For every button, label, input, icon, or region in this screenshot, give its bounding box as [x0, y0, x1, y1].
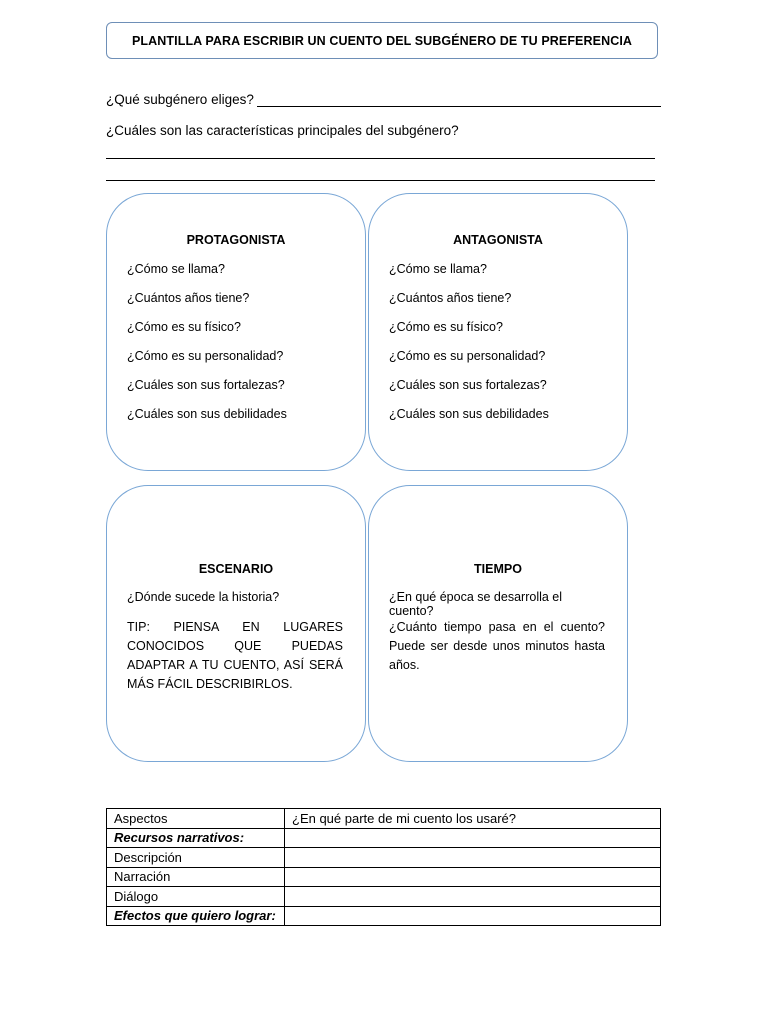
antagonist-card: [368, 193, 628, 471]
protagonist-card: [106, 193, 366, 471]
characteristics-answer-line-2[interactable]: [106, 180, 655, 181]
table-row: [107, 906, 661, 926]
table-row-label: Descripción: [107, 848, 285, 868]
setting-card: [106, 485, 366, 762]
protagonist-questions: [127, 261, 343, 435]
antagonist-question: ¿Cómo es su personalidad?: [389, 349, 546, 363]
protagonist-question: ¿Cómo es su personalidad?: [127, 349, 284, 363]
protagonist-question: ¿Cuántos años tiene?: [127, 291, 250, 305]
aspects-table: [106, 808, 661, 926]
table-answer-cell[interactable]: [285, 906, 661, 926]
table-row: [107, 848, 661, 868]
table-header-cell: Aspectos: [107, 809, 285, 829]
page-title: PLANTILLA PARA ESCRIBIR UN CUENTO DEL SUBGÉNERO DE TU PREFERENCIA: [106, 22, 658, 59]
protagonist-question: ¿Cuáles son sus debilidades: [127, 407, 287, 421]
subgenre-question-label: ¿Qué subgénero eliges?: [106, 92, 254, 107]
setting-question: ¿Dónde sucede la historia?: [127, 590, 280, 604]
table-row-label: Narración: [107, 867, 285, 887]
antagonist-questions: [389, 261, 605, 435]
subgenre-question: [106, 92, 661, 107]
protagonist-question: ¿Cómo se llama?: [127, 262, 225, 276]
antagonist-question: ¿Cuáles son sus debilidades: [389, 407, 549, 421]
setting-tip: TIP: PIENSA EN LUGARES CONOCIDOS QUE PUEDAS ADAPTAR A TU CUENTO, ASÍ SERÁ MÁS FÁCIL DESCRIBIRLOS.: [127, 620, 343, 691]
protagonist-title: PROTAGONISTA: [186, 233, 286, 247]
characteristics-question: ¿Cuáles son las características principales del subgénero?: [106, 123, 459, 138]
table-answer-cell[interactable]: [285, 828, 661, 848]
table-row: [107, 887, 661, 907]
antagonist-title: ANTAGONISTA: [453, 233, 543, 247]
subgenre-answer-line[interactable]: [257, 92, 661, 107]
antagonist-question: ¿Cuáles son sus fortalezas?: [389, 378, 547, 392]
table-row-label: Efectos que quiero lograr:: [107, 906, 285, 926]
antagonist-question: ¿Cuántos años tiene?: [389, 291, 512, 305]
time-question-duration: ¿Cuánto tiempo pasa en el cuento? Puede ser desde unos minutos hasta años.: [389, 620, 605, 672]
time-question-epoch: ¿En qué época se desarrolla el cuento?: [389, 590, 563, 618]
table-row: [107, 828, 661, 848]
protagonist-question: ¿Cuáles son sus fortalezas?: [127, 378, 285, 392]
time-title: TIEMPO: [474, 562, 522, 576]
setting-title: ESCENARIO: [198, 562, 274, 576]
table-row-label: Recursos narrativos:: [107, 828, 285, 848]
protagonist-question: ¿Cómo es su físico?: [127, 320, 241, 334]
table-header-row: [107, 809, 661, 829]
time-card: [368, 485, 628, 762]
antagonist-question: ¿Cómo se llama?: [389, 262, 487, 276]
antagonist-question: ¿Cómo es su físico?: [389, 320, 503, 334]
table-answer-cell[interactable]: [285, 867, 661, 887]
table-row: [107, 867, 661, 887]
table-row-label: Diálogo: [107, 887, 285, 907]
table-answer-cell[interactable]: [285, 848, 661, 868]
table-header-cell: ¿En qué parte de mi cuento los usaré?: [285, 809, 661, 829]
characteristics-answer-line-1[interactable]: [106, 158, 655, 159]
table-answer-cell[interactable]: [285, 887, 661, 907]
